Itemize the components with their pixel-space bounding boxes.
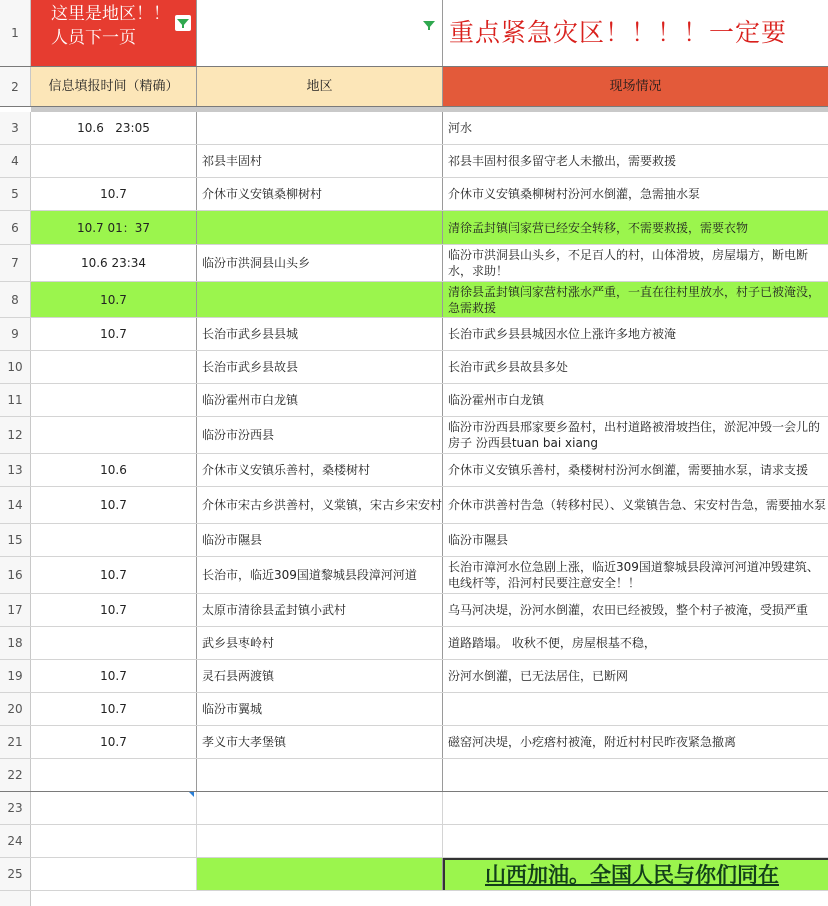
row-number[interactable]: 21 — [0, 726, 31, 758]
row-number[interactable]: 12 — [0, 417, 31, 453]
cell-region[interactable]: 临汾霍州市白龙镇 — [197, 384, 443, 416]
cell-region[interactable]: 介休市宋古乡洪善村，义棠镇，宋古乡宋安村 — [197, 487, 443, 523]
table-row — [0, 557, 828, 594]
cell-situation[interactable]: 清徐孟封镇闫家营已经安全转移，不需要救援，需要衣物 — [443, 211, 828, 244]
cell-situation[interactable]: 乌马河决堤，汾河水倒灌，农田已经被毁，整个村子被淹，受损严重 — [448, 603, 809, 617]
table-row — [0, 660, 828, 693]
row-number[interactable]: 20 — [0, 693, 31, 725]
cell-situation[interactable]: 汾河水倒灌，已无法居住，已断网 — [448, 669, 629, 683]
cell-b25[interactable] — [197, 858, 443, 890]
table-row — [0, 351, 828, 384]
cell-region[interactable] — [197, 112, 443, 144]
cell-time[interactable] — [31, 627, 197, 659]
sheet-row-26 — [0, 891, 828, 906]
cell-situation[interactable]: 介休市义安镇桑柳树村汾河水倒灌，急需抽水泵 — [448, 187, 701, 201]
cell-time[interactable]: 10.7 — [31, 660, 197, 692]
table-row — [0, 792, 828, 825]
cell-situation[interactable]: 道路踏塌。 收秋不便，房屋根基不稳， — [448, 636, 656, 650]
cell-situation[interactable] — [443, 792, 828, 824]
row-number[interactable]: 2 — [0, 67, 31, 106]
row-number[interactable]: 6 — [0, 211, 31, 244]
row-number[interactable]: 5 — [0, 178, 31, 210]
sheet-row-1 — [0, 0, 828, 67]
cell-situation[interactable]: 临汾市隰县 — [448, 533, 509, 547]
cell-time[interactable]: 10.7 01：37 — [31, 211, 197, 244]
row-number[interactable]: 10 — [0, 351, 31, 383]
filter-button-b[interactable] — [421, 17, 437, 33]
cell-situation[interactable]: 长治市武乡县故县多处 — [448, 360, 569, 374]
row-number[interactable]: 22 — [0, 759, 31, 791]
cell-situation[interactable]: 祁县丰固村很多留守老人未撤出，需要救援 — [448, 154, 677, 168]
filter-icon — [177, 19, 189, 26]
comment-indicator[interactable] — [189, 792, 194, 797]
table-row — [0, 384, 828, 417]
row-number[interactable]: 7 — [0, 245, 31, 281]
row-number[interactable]: 17 — [0, 594, 31, 626]
row-number[interactable]: 9 — [0, 318, 31, 350]
sheet-row-25 — [0, 858, 828, 891]
row-number[interactable]: 16 — [0, 557, 31, 593]
cell-region[interactable] — [197, 759, 443, 791]
cell-time[interactable]: 10.7 — [31, 178, 197, 210]
row-number[interactable] — [0, 891, 31, 906]
table-row — [0, 211, 828, 245]
row-number[interactable]: 13 — [0, 454, 31, 486]
cell-b1[interactable] — [197, 0, 443, 66]
table-row — [0, 245, 828, 282]
urgent-area-title: 重点紧急灾区！！！！一定要 — [449, 18, 788, 47]
cell-a25[interactable] — [31, 858, 197, 890]
cell-region[interactable]: 介休市义安镇乐善村，桑楼树村 — [197, 454, 443, 486]
cell-situation[interactable]: 临汾霍州市白龙镇 — [448, 393, 545, 407]
cell-time[interactable]: 10.7 — [31, 318, 197, 350]
cell-situation[interactable]: 临汾市汾西县邢家要乡盈村，出村道路被滑坡挡住，淤泥冲毁一会儿的房子 汾西县tuan bai xiang — [448, 420, 821, 450]
cell-region[interactable]: 孝义市大孝堡镇 — [197, 726, 443, 758]
cell-time[interactable] — [31, 384, 197, 416]
filter-button-a[interactable] — [175, 15, 191, 31]
table-row — [0, 627, 828, 660]
row-number[interactable]: 15 — [0, 524, 31, 556]
table-row — [0, 524, 828, 557]
row-number[interactable]: 11 — [0, 384, 31, 416]
cell-time[interactable]: 10.7 — [31, 693, 197, 725]
slogan-text: 山西加油。全国人民与你们同在 — [485, 863, 779, 887]
cell-situation[interactable]: 临汾市洪洞县山头乡，不足百人的村，山体滑坡，房屋塌方，断电断水，求助！ — [448, 248, 809, 278]
cell-region[interactable] — [197, 792, 443, 824]
table-row — [0, 759, 828, 792]
table-row — [0, 454, 828, 487]
cell-time[interactable] — [31, 351, 197, 383]
row-number[interactable]: 24 — [0, 825, 31, 857]
cell-time[interactable]: 10.6 23:05 — [31, 112, 197, 144]
cell-time[interactable] — [31, 825, 197, 857]
cell-time[interactable]: 10.7 — [31, 282, 197, 317]
cell-region[interactable]: 临汾市洪洞县山头乡 — [197, 245, 443, 281]
cell-time[interactable]: 10.7 — [31, 594, 197, 626]
row-number[interactable]: 1 — [0, 0, 31, 66]
table-row — [0, 726, 828, 759]
cell-situation[interactable] — [443, 825, 828, 857]
cell-region[interactable] — [197, 282, 443, 317]
sheet-row-2 — [0, 67, 828, 107]
cell-situation[interactable]: 长治市漳河水位急剧上涨，临近309国道黎城县段漳河河道冲毁建筑、电线杆等，沿河村民要注意安全！！ — [448, 560, 819, 590]
cell-region[interactable]: 长治市武乡县县城 — [197, 318, 443, 350]
cell-time[interactable] — [31, 759, 197, 791]
table-row — [0, 318, 828, 351]
cell-region[interactable]: 临汾市隰县 — [197, 524, 443, 556]
cell-region[interactable]: 祁县丰固村 — [197, 145, 443, 177]
table-row — [0, 487, 828, 524]
table-row — [0, 693, 828, 726]
cell-situation[interactable] — [443, 693, 828, 725]
table-row — [0, 178, 828, 211]
cell-time[interactable] — [31, 145, 197, 177]
cell-time[interactable]: 10.6 23:34 — [31, 245, 197, 281]
header-region[interactable]: 地区 — [197, 67, 443, 106]
cell-situation[interactable]: 磁窑河决堤，小疙瘩村被淹，附近村村民昨夜紧急撤离 — [448, 735, 737, 749]
cell-region[interactable]: 长治市武乡县故县 — [197, 351, 443, 383]
header-situation[interactable]: 现场情况 — [443, 67, 828, 106]
cell-region[interactable] — [197, 211, 443, 244]
region-note-text: 这里是地区！！人员下一页 — [51, 4, 170, 48]
table-row — [0, 825, 828, 858]
cell-c1[interactable] — [443, 0, 828, 66]
cell-situation[interactable]: 长治市武乡县县城因水位上涨许多地方被淹 — [448, 327, 677, 341]
table-row — [0, 112, 828, 145]
cell-time[interactable] — [31, 417, 197, 453]
cell-time[interactable]: 10.7 — [31, 557, 197, 593]
table-row — [0, 145, 828, 178]
cell-time[interactable]: 10.7 — [31, 726, 197, 758]
cell-region[interactable]: 临汾市汾西县 — [197, 417, 443, 453]
row-number[interactable]: 8 — [0, 282, 31, 317]
cell-situation[interactable] — [443, 759, 828, 791]
cell-situation[interactable]: 介休市义安镇乐善村，桑楼树村汾河水倒灌，需要抽水泵，请求支援 — [448, 463, 809, 477]
cell-time[interactable]: 10.7 — [31, 487, 197, 523]
cell-region[interactable]: 武乡县枣岭村 — [197, 627, 443, 659]
slogan-banner[interactable] — [443, 858, 828, 890]
table-row — [0, 594, 828, 627]
cell-a1[interactable] — [31, 0, 197, 66]
table-row — [0, 282, 828, 318]
cell-region[interactable] — [197, 825, 443, 857]
cell-situation[interactable]: 清徐县孟封镇闫家营村涨水严重，一直在往村里放水，村子已被淹没，急需救援 — [443, 282, 828, 317]
cell-region[interactable]: 长治市，临近309国道黎城县段漳河河道 — [197, 557, 443, 593]
row-number[interactable]: 23 — [0, 792, 31, 824]
row-number[interactable]: 25 — [0, 858, 31, 890]
cell-time[interactable] — [31, 792, 197, 824]
cell-time[interactable]: 10.6 — [31, 454, 197, 486]
cell-situation[interactable]: 介休市洪善村告急（转移村民）、义棠镇告急、宋安村告急，需要抽水泵 — [448, 498, 827, 512]
cell-region[interactable]: 临汾市翼城 — [197, 693, 443, 725]
cell-region[interactable]: 灵石县两渡镇 — [197, 660, 443, 692]
row-number[interactable]: 14 — [0, 487, 31, 523]
row-number[interactable]: 4 — [0, 145, 31, 177]
cell-region[interactable]: 太原市清徐县孟封镇小武村 — [197, 594, 443, 626]
table-row — [0, 417, 828, 454]
row-number[interactable]: 3 — [0, 112, 31, 144]
header-time[interactable]: 信息填报时间（精确） — [31, 67, 197, 106]
cell-region[interactable]: 介休市义安镇桑柳树村 — [197, 178, 443, 210]
row-number[interactable]: 19 — [0, 660, 31, 692]
cell-time[interactable] — [31, 524, 197, 556]
filter-icon — [423, 21, 435, 28]
cell-situation[interactable]: 河水 — [448, 121, 473, 135]
row-number[interactable]: 18 — [0, 627, 31, 659]
